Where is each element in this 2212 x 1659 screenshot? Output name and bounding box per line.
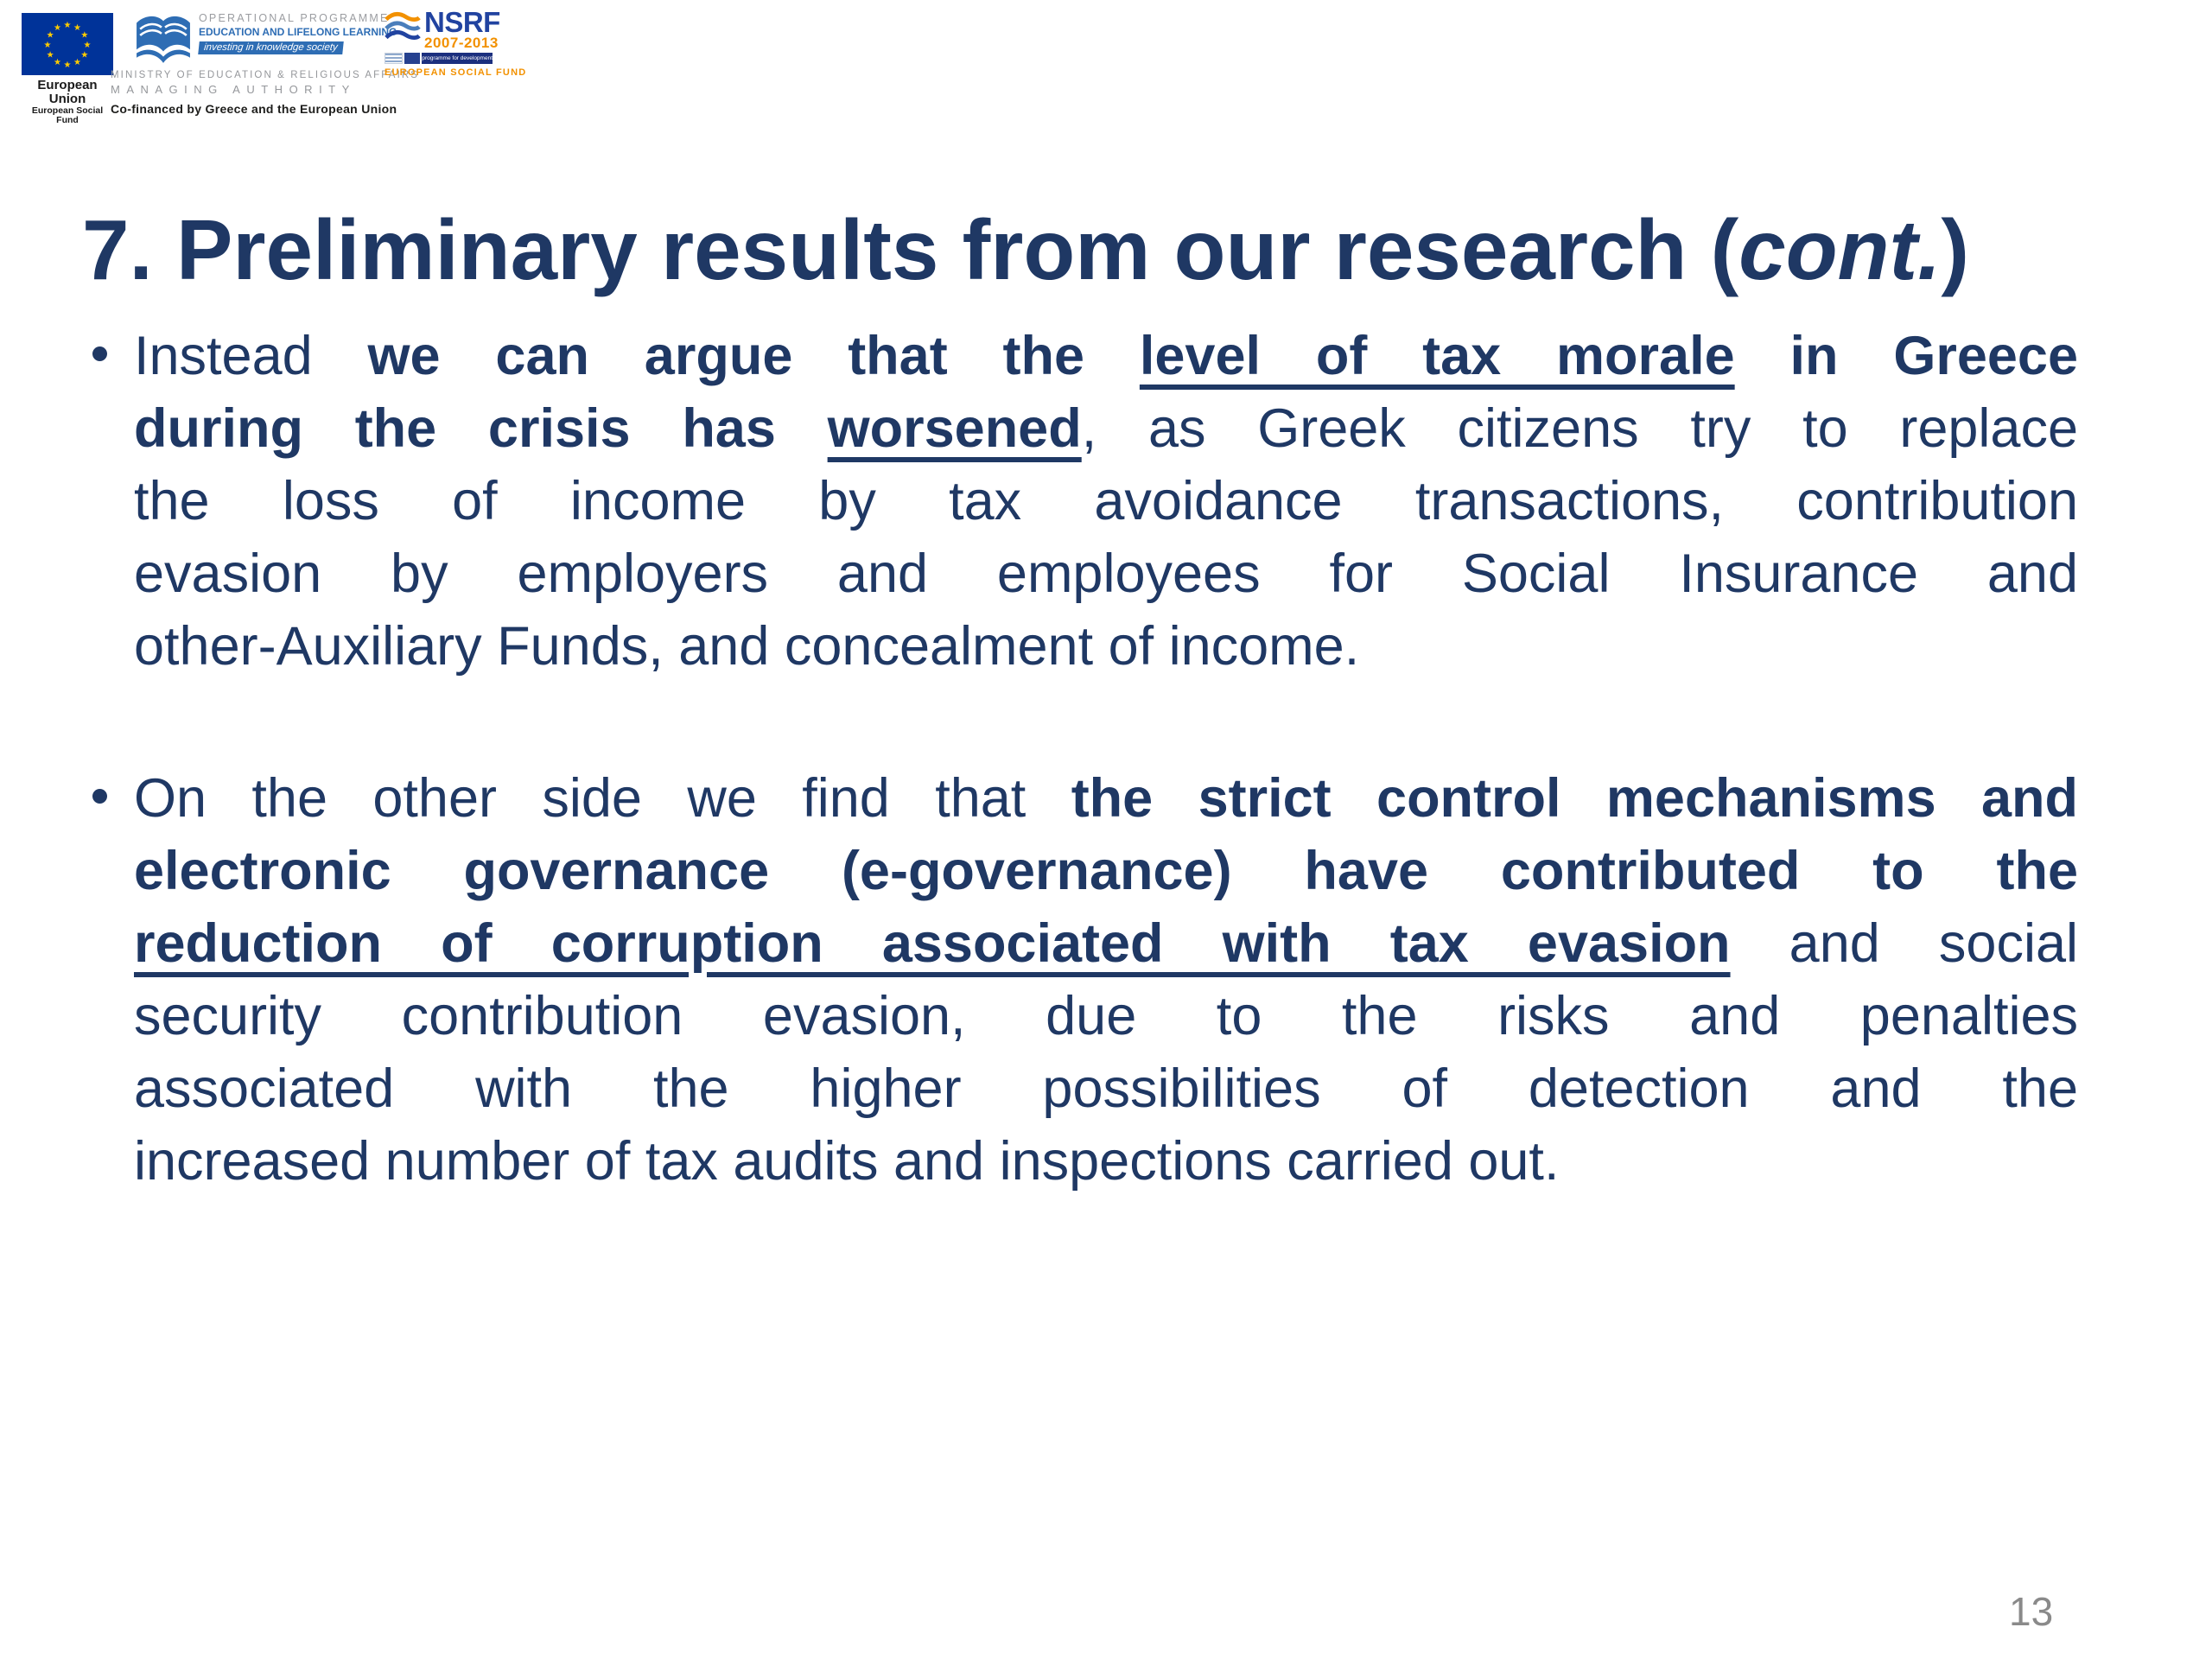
text-segment: and social xyxy=(1730,913,2078,974)
text-segment: during the crisis has xyxy=(134,398,828,459)
greek-flag-icon xyxy=(385,53,403,64)
text-line xyxy=(134,980,2078,1052)
text-segment: reduction of corruption associated with tax evasion xyxy=(134,913,1731,974)
text-segment: associated with the higher possibilities of detection and the xyxy=(134,1058,2078,1119)
star-icon: ★ xyxy=(73,57,81,67)
operational-programme-texts xyxy=(199,12,397,54)
eu-mini-flag-icon xyxy=(404,53,421,64)
text-segment: in Greece xyxy=(1734,326,2078,386)
star-icon: ★ xyxy=(73,23,81,34)
text-segment: level of tax morale xyxy=(1139,326,1735,386)
page-number: 13 xyxy=(2009,1589,2054,1634)
text-segment: security contribution evasion, due to the risks and penalties xyxy=(134,986,2078,1046)
nsrf-label: NSRF xyxy=(424,6,500,38)
text-segment: 7. Preliminary results from our research ( xyxy=(82,201,1739,297)
text-line xyxy=(134,1125,2078,1198)
slide-title xyxy=(82,200,2130,302)
text-line xyxy=(134,537,2078,610)
op-education-label: EDUCATION AND LIFELONG LEARNING xyxy=(199,26,397,38)
text-line xyxy=(134,835,2078,907)
text-segment: ) xyxy=(1941,201,1969,297)
text-segment: , as Greek citizens try to replace xyxy=(1081,398,2078,459)
esf-label: European Social Fund xyxy=(31,105,104,126)
eu-label: European Union xyxy=(37,78,98,106)
star-icon: ★ xyxy=(80,30,89,41)
bullet-item-tax-morale xyxy=(134,320,2078,683)
logo-cluster xyxy=(0,0,553,126)
text-segment: we can argue that the xyxy=(367,326,1140,386)
text-segment: increased number of tax audits and inspections carried out. xyxy=(134,1131,1560,1192)
eu-logo-block xyxy=(22,13,113,126)
nsrf-names xyxy=(424,6,500,52)
star-icon: ★ xyxy=(63,60,72,70)
text-line xyxy=(134,392,2078,465)
text-segment: electronic governance (e-governance) have contributed to the xyxy=(134,841,2078,901)
text-segment: the strict control mechanisms and xyxy=(1071,768,2078,829)
text-line xyxy=(134,465,2078,537)
star-icon: ★ xyxy=(46,30,54,41)
nsrf-years-label: 2007-2013 xyxy=(424,35,499,52)
text-segment: On the other side we find that xyxy=(134,768,1071,829)
text-line xyxy=(134,320,2078,392)
text-segment: evasion by employers and employees for Social Insurance and xyxy=(134,543,2078,604)
nsrf-logo-block xyxy=(385,6,527,79)
nsrf-top xyxy=(385,6,500,52)
managing-authority-label: MANAGING AUTHORITY xyxy=(111,83,356,96)
text-segment: cont. xyxy=(1738,201,1942,297)
esf-fund-label: EUROPEAN SOCIAL FUND xyxy=(385,67,527,79)
text-line xyxy=(134,907,2078,980)
operational-programme-block xyxy=(111,12,420,116)
nsrf-box-label: programme for development xyxy=(422,53,493,64)
text-segment: the loss of income by tax avoidance transactions, contribution xyxy=(134,471,2078,531)
bullet-item-control-mechanisms xyxy=(134,762,2078,1198)
text-line xyxy=(134,610,2078,683)
nsrf-flags-row xyxy=(385,53,493,64)
nsrf-waves-icon xyxy=(385,10,421,45)
text-segment: other-Auxiliary Funds, and concealment of income. xyxy=(134,616,1360,677)
text-segment: worsened xyxy=(827,398,1082,459)
star-icon: ★ xyxy=(54,23,61,34)
op-programme-label: OPERATIONAL PROGRAMME xyxy=(199,12,390,24)
text-line xyxy=(134,1052,2078,1125)
star-icon: ★ xyxy=(83,41,92,50)
star-icon: ★ xyxy=(46,50,54,60)
star-icon: ★ xyxy=(43,41,52,50)
star-icon: ★ xyxy=(54,57,61,67)
op-banner-label: investing in knowledge society xyxy=(198,41,343,54)
ministry-label: MINISTRY OF EDUCATION & RELIGIOUS AFFAIRS xyxy=(111,70,420,80)
cofinanced-label: Co-financed by Greece and the European Union xyxy=(111,102,397,116)
star-icon: ★ xyxy=(63,21,72,30)
eu-flag-icon xyxy=(22,13,113,75)
text-line xyxy=(134,762,2078,835)
star-icon: ★ xyxy=(80,50,89,60)
open-book-icon xyxy=(135,12,192,64)
text-segment: Instead xyxy=(134,326,368,386)
operational-programme-top xyxy=(111,12,397,64)
